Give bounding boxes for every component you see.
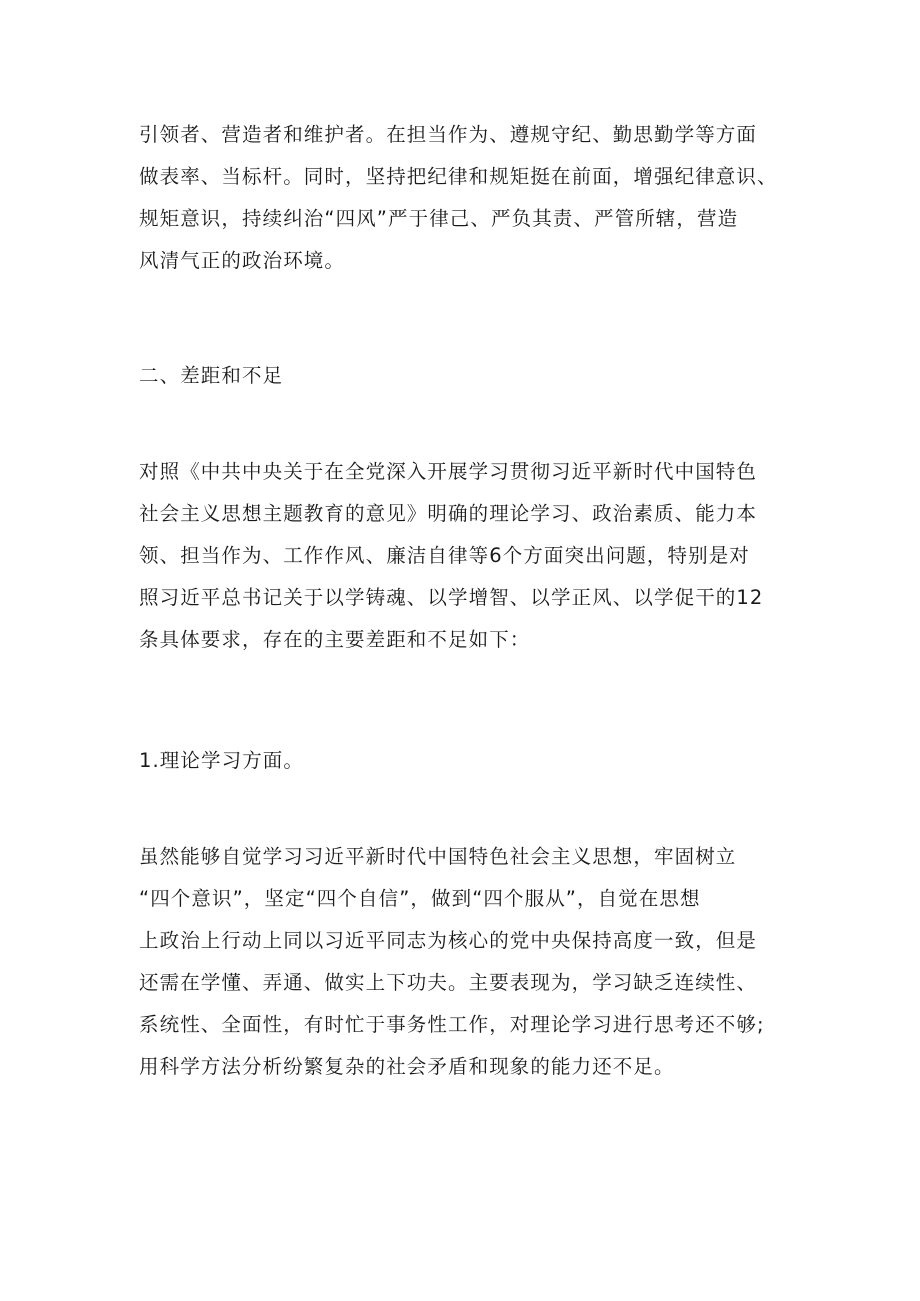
text-line: 系统性、全面性，有时忙于事务性工作，对理论学习进行思考还不够; — [139, 1013, 765, 1036]
text-line: 照习近平总书记关于以学铸魂、以学增智、以学正风、以学促干的12 — [139, 586, 764, 609]
text-line: “四个意识”，坚定“四个自信”，做到“四个服从”，自觉在思想 — [139, 887, 701, 910]
text-line: 条具体要求，存在的主要差距和不足如下： — [139, 628, 531, 651]
text-line: 上政治上行动上同以习近平同志为核心的党中央保持高度一致，但是 — [139, 929, 758, 952]
subheading — [139, 740, 799, 782]
text-line: 做表率、当标杆。同时，坚持把纪律和规矩挺在前面，增强纪律意识、 — [139, 165, 778, 188]
text-line: 还需在学懂、弄通、做实上下功夫。主要表现为，学习缺乏连续性、 — [139, 971, 758, 994]
paragraph-theory — [139, 836, 799, 1088]
text-line: 规矩意识，持续纠治“四风”严于律己、严负其责、严管所辖，营造 — [139, 207, 739, 230]
text-line: 风清气正的政治环境。 — [139, 249, 346, 272]
text-line: 社会主义思想主题教育的意见》明确的理论学习、政治素质、能力本 — [139, 502, 758, 525]
text-line: 对照《中共中央关于在全党深入开展学习贯彻习近平新时代中国特色 — [139, 460, 758, 483]
section-heading — [139, 355, 799, 397]
section-heading-text: 二、差距和不足 — [139, 364, 284, 387]
text-line: 用科学方法分析纷繁复杂的社会矛盾和现象的能力还不足。 — [139, 1055, 675, 1078]
subheading-text: 1.理论学习方面。 — [139, 749, 305, 772]
text-line: 引领者、营造者和维护者。在担当作为、遵规守纪、勤思勤学等方面 — [139, 123, 758, 146]
text-line: 虽然能够自觉学习习近平新时代中国特色社会主义思想，牢固树立 — [139, 845, 737, 868]
text-line: 领、担当作为、工作作风、廉洁自律等6个方面突出问题，特别是对 — [139, 544, 750, 567]
paragraph-intro — [139, 114, 799, 282]
paragraph-gap — [139, 451, 799, 661]
